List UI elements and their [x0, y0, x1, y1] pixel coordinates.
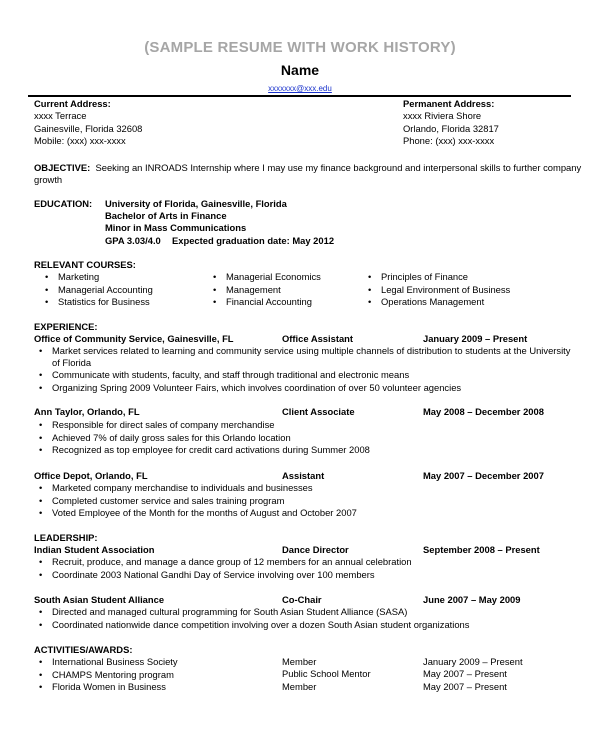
course-item: • Marketing	[42, 271, 153, 284]
objective-text: Seeking an INROADS Internship where I may use my finance background and interpersonal skills to further company	[95, 162, 582, 173]
courses-column-3	[365, 271, 510, 309]
permanent-address-phone: Phone: (xxx) xxx-xxxx	[403, 135, 495, 146]
role-title: Dance Director	[282, 544, 349, 555]
job-dates: January 2009 – Present	[423, 333, 528, 344]
leadership-label: LEADERSHIP:	[34, 532, 98, 543]
course-item: • Managerial Accounting	[42, 284, 153, 297]
activities-label: ACTIVITIES/AWARDS:	[34, 644, 133, 655]
job-bullet: • Voted Employee of the Month for the months of August and October 2007	[36, 507, 357, 520]
permanent-address-label: Permanent Address:	[403, 98, 495, 109]
course-item: • Management	[210, 284, 321, 297]
objective-text-continued: growth	[34, 174, 63, 185]
role-bullets	[36, 606, 469, 631]
role-dates: September 2008 – Present	[423, 544, 540, 555]
job-title: Office Assistant	[282, 333, 354, 344]
current-address-label: Current Address:	[34, 98, 111, 109]
education-graduation: Expected graduation date: May 2012	[172, 235, 335, 246]
course-item: • Statistics for Business	[42, 296, 153, 309]
job-bullet: • Organizing Spring 2009 Volunteer Fairs, which involves coordination of over 50 volunteer agencies	[36, 382, 461, 395]
course-item: • Operations Management	[365, 296, 510, 309]
job-bullets	[36, 369, 461, 394]
role-bullet: • Recruit, produce, and manage a dance group of 12 members for an annual celebration	[36, 556, 412, 569]
role-org: Indian Student Association	[34, 544, 155, 555]
current-address-street: xxxx Terrace	[34, 110, 87, 121]
job-bullet: • Marketed company merchandise to individuals and businesses	[36, 482, 357, 495]
job-bullets	[36, 419, 370, 457]
email-link[interactable]	[0, 83, 600, 96]
role-bullets	[36, 556, 412, 581]
role-title: Co-Chair	[282, 594, 322, 605]
course-item: • Principles of Finance	[365, 271, 510, 284]
job-bullet: • Communicate with students, faculty, and staff through traditional and electronic means	[36, 369, 461, 382]
job-dates: May 2007 – December 2007	[423, 470, 544, 481]
email-text[interactable]: xxxxxxx@xxx.edu	[268, 84, 332, 93]
job-bullet: • Achieved 7% of daily gross sales for this Orlando location	[36, 432, 370, 445]
current-address-city: Gainesville, Florida 32608	[34, 123, 143, 134]
permanent-address-street: xxxx Riviera Shore	[403, 110, 482, 121]
job-org: Office Depot, Orlando, FL	[34, 470, 148, 481]
activity-dates: May 2007 – Present	[423, 668, 507, 679]
header-divider	[28, 95, 571, 97]
activity-name: • International Business Society	[36, 656, 178, 669]
document-title: (SAMPLE RESUME WITH WORK HISTORY)	[144, 39, 456, 56]
job-title: Assistant	[282, 470, 325, 481]
objective-label: OBJECTIVE:	[34, 162, 91, 173]
courses-column-2	[210, 271, 321, 309]
activities-list	[36, 656, 178, 694]
courses-label: RELEVANT COURSES:	[34, 259, 136, 270]
job-bullet-continued: of Florida	[52, 357, 92, 368]
activity-role: Member	[282, 681, 317, 692]
job-title: Client Associate	[282, 406, 355, 417]
education-gpa: GPA 3.03/4.0	[105, 235, 161, 246]
activity-name: • Florida Women in Business	[36, 681, 178, 694]
job-bullet: • Recognized as top employee for credit card activations during Summer 2008	[36, 444, 370, 457]
education-school: University of Florida, Gainesville, Florida	[105, 198, 287, 209]
activity-name: • CHAMPS Mentoring program	[36, 669, 178, 682]
activity-dates: January 2009 – Present	[423, 656, 523, 667]
role-bullet: • Coordinate 2003 National Gandhi Day of Service involving over 100 members	[36, 569, 412, 582]
experience-label: EXPERIENCE:	[34, 321, 98, 332]
job-bullet: • Market services related to learning and community service using multiple channels of distribution to students at the University	[36, 345, 570, 358]
activity-role: Public School Mentor	[282, 668, 371, 679]
job-dates: May 2008 – December 2008	[423, 406, 544, 417]
permanent-address-city: Orlando, Florida 32817	[403, 123, 499, 134]
course-item: • Managerial Economics	[210, 271, 321, 284]
job-bullets	[36, 482, 357, 520]
role-org: South Asian Student Alliance	[34, 594, 165, 605]
current-address-mobile: Mobile: (xxx) xxx-xxxx	[34, 135, 126, 146]
education-label: EDUCATION:	[34, 198, 93, 209]
role-bullet: • Directed and managed cultural programming for South Asian Student Alliance (SASA)	[36, 606, 469, 619]
objective-line	[34, 162, 581, 175]
course-item: • Legal Environment of Business	[365, 284, 510, 297]
education-minor: Minor in Mass Communications	[105, 222, 247, 233]
role-bullet: • Coordinated nationwide dance competition involving over a dozen South Asian student organizations	[36, 619, 469, 632]
job-org: Ann Taylor, Orlando, FL	[34, 406, 140, 417]
education-degree: Bachelor of Arts in Finance	[105, 210, 227, 221]
applicant-name: Name	[280, 62, 320, 78]
job-bullet: • Completed customer service and sales training program	[36, 495, 357, 508]
activity-role: Member	[282, 656, 317, 667]
job-bullets	[36, 345, 570, 358]
role-dates: June 2007 – May 2009	[423, 594, 521, 605]
job-org: Office of Community Service, Gainesville, FL	[34, 333, 234, 344]
course-item: • Financial Accounting	[210, 296, 321, 309]
courses-column-1	[42, 271, 153, 309]
job-bullet: • Responsible for direct sales of company merchandise	[36, 419, 370, 432]
activity-dates: May 2007 – Present	[423, 681, 507, 692]
